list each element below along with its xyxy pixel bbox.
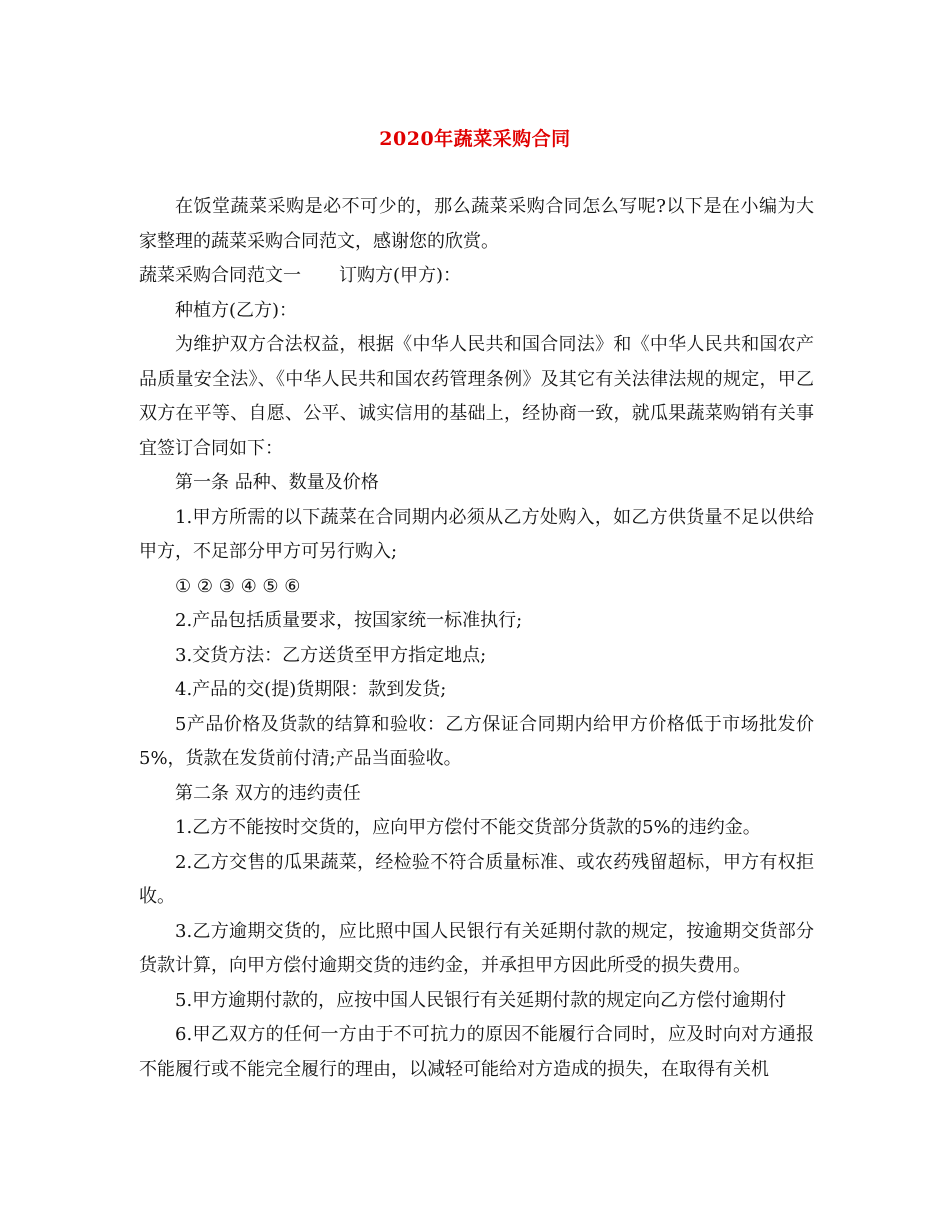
article-one-item-4: 4.产品的交(提)货期限：款到发货; [175, 679, 447, 700]
contract-heading-line [139, 259, 814, 294]
preamble-paragraph: 为维护双方合法权益，根据《中华人民共和国合同法》和《中华人民共和国农产品质量安全法》、《中华人民共和国农药管理条例》及其它有关法律法规的规定，甲乙双方在平等、自愿、公平、诚实信用的基础上，经协商一致，就瓜果蔬菜购销有关事宜签订合同如下： [139, 334, 814, 459]
article-two-item-2: 2.乙方交售的瓜果蔬菜，经检验不符合质量标准、或农药残留超标，甲方有权拒收。 [139, 851, 814, 907]
article-two-item-6: 6.甲乙双方的任何一方由于不可抗力的原因不能履行合同时，应及时向对方通报不能履行或不能完全履行的理由，以减轻可能给对方造成的损失，在取得有关机 [139, 1024, 814, 1080]
intro-paragraph: 在饭堂蔬菜采购是必不可少的，那么蔬菜采购合同怎么写呢?以下是在小编为大家整理的蔬菜采购合同范文，感谢您的欣赏。 [139, 196, 814, 252]
article-two-item-3: 3.乙方逾期交货的，应比照中国人民银行有关延期付款的规定，按逾期交货部分货款计算，向甲方偿付逾期交货的违约金，并承担甲方因此所受的损失费用。 [139, 920, 814, 976]
article-one-item-1: 1.甲方所需的以下蔬菜在合同期内必须从乙方处购入，如乙方供货量不足以供给甲方，不足部分甲方可另行购入; [139, 506, 814, 562]
numbered-symbols-line: ① ② ③ ④ ⑤ ⑥ [175, 575, 301, 597]
article-two-item-5: 5.甲方逾期付款的，应按中国人民银行有关延期付款的规定向乙方偿付逾期付 [175, 989, 787, 1011]
document-title: 2020年蔬菜采购合同 [379, 128, 571, 150]
article-one-item-2: 2.产品包括质量要求，按国家统一标准执行; [175, 610, 523, 631]
article-one-item-5: 5产品价格及货款的结算和验收：乙方保证合同期内给甲方价格低于市场批发价5%，货款在发货前付清;产品当面验收。 [139, 713, 814, 769]
document-body [139, 190, 814, 1087]
party-b-label: 种植方(乙方)： [175, 299, 298, 321]
article-two-item-1: 1.乙方不能按时交货的，应向甲方偿付不能交货部分货款的5%的违约金。 [175, 817, 761, 838]
article-two-heading: 第二条 双方的违约责任 [175, 782, 361, 804]
contract-sample-label: 蔬菜采购合同范文一 [139, 265, 301, 286]
party-a-label: 订购方(甲方)： [339, 265, 462, 286]
article-one-item-3: 3.交货方法：乙方送货至甲方指定地点; [175, 644, 487, 666]
article-one-heading: 第一条 品种、数量及价格 [175, 472, 379, 493]
